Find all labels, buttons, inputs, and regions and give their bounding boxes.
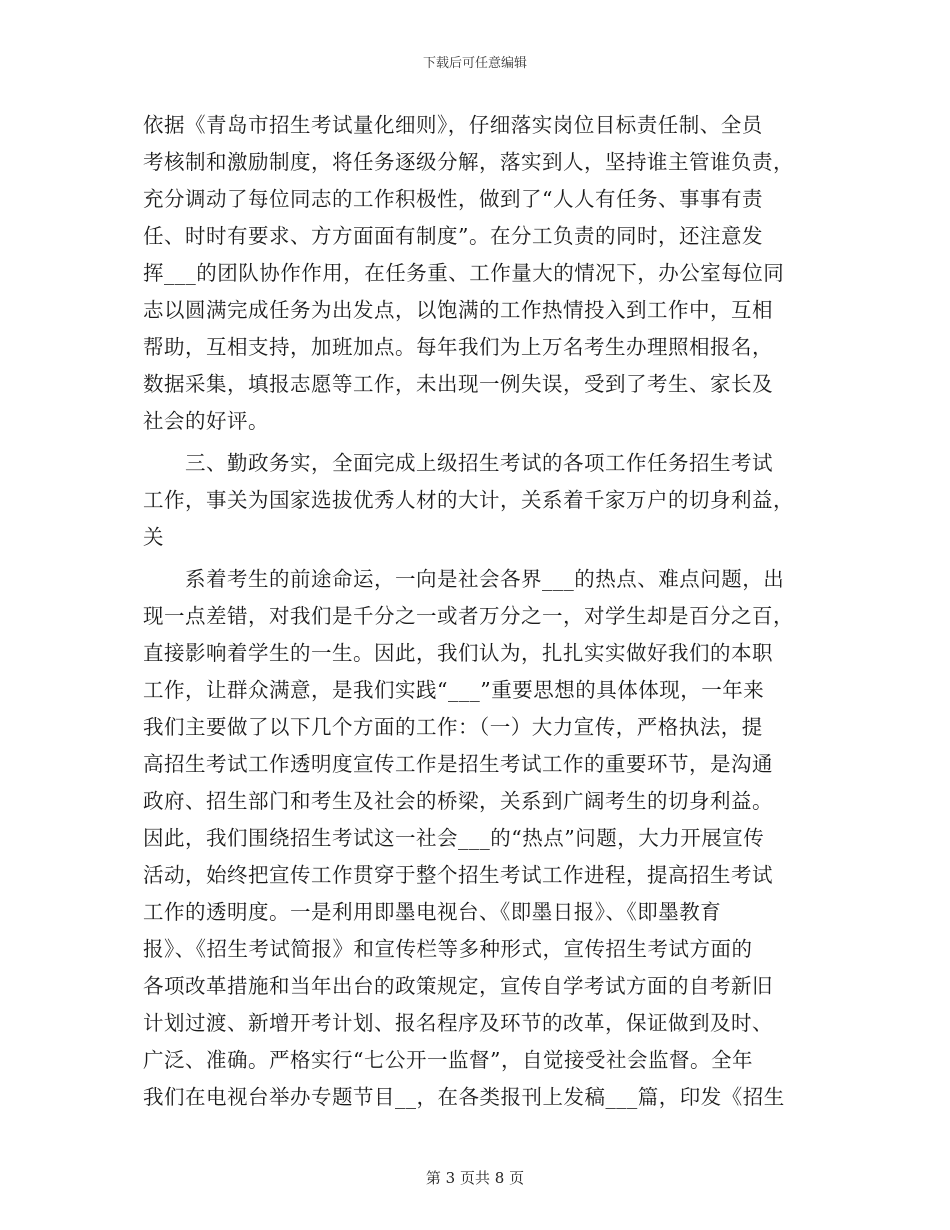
text-line: 挥___的团队协作作用，在任务重、工作量大的情况下，办公室每位同 xyxy=(143,261,785,285)
text-line: 我们在电视台举办专题节目__，在各类报刊上发稿___篇，印发《招生 xyxy=(143,1085,785,1109)
text-line: 报》、《招生考试简报》和宣传栏等多种形式，宣传招生考试方面的 xyxy=(143,937,753,961)
text-line: 关 xyxy=(143,525,164,549)
text-line: 我们主要做了以下几个方面的工作：（一）大力宣传，严格执法，提 xyxy=(143,715,763,739)
text-line: 直接影响着学生的一生。因此，我们认为，扎扎实实做好我们的本职 xyxy=(143,641,773,665)
text-line: 社会的好评。 xyxy=(143,409,269,433)
text-line: 志以圆满完成任务为出发点，以饱满的工作热情投入到工作中，互相 xyxy=(143,298,773,322)
text-line: 三、勤政务实，全面完成上级招生考试的各项工作任务招生考试 xyxy=(143,451,773,475)
text-line: 依据《青岛市招生考试量化细则》，仔细落实岗位目标责任制、全员 xyxy=(143,113,763,137)
text-line: 数据采集，填报志愿等工作，未出现一例失误，受到了考生、家长及 xyxy=(143,372,773,396)
text-line: 计划过渡、新增开考计划、报名程序及环节的改革，保证做到及时、 xyxy=(143,1011,773,1035)
text-line: 考核制和激励制度，将任务逐级分解，落实到人，坚持谁主管谁负责， xyxy=(143,150,794,174)
text-line: 因此，我们围绕招生考试这一社会___的“热点”问题，大力开展宣传 xyxy=(143,826,765,850)
text-line: 任、时时有要求、方方面面有制度”。在分工负责的同时，还注意发 xyxy=(143,224,763,248)
page-header: 下载后可任意编辑 xyxy=(422,56,527,71)
text-line: 各项改革措施和当年出台的政策规定，宣传自学考试方面的自考新旧 xyxy=(143,974,773,998)
text-line: 现一点差错，对我们是千分之一或者万分之一，对学生却是百分之百， xyxy=(143,604,794,628)
text-line: 活动，始终把宣传工作贯穿于整个招生考试工作进程，提高招生考试 xyxy=(143,863,773,887)
document-body xyxy=(143,107,808,1116)
text-line: 帮助，互相支持，加班加点。每年我们为上万名考生办理照相报名， xyxy=(143,335,773,359)
text-line: 广泛、准确。严格实行“七公开一监督”，自觉接受社会监督。全年 xyxy=(143,1048,753,1072)
text-line: 系着考生的前途命运，一向是社会各界___的热点、难点问题，出 xyxy=(143,567,785,591)
text-line: 政府、招生部门和考生及社会的桥梁，关系到广阔考生的切身利益。 xyxy=(143,789,773,813)
text-line: 工作，让群众满意，是我们实践“___”重要思想的具体体现，一年来 xyxy=(143,678,765,702)
text-line: 高招生考试工作透明度宣传工作是招生考试工作的重要环节，是沟通 xyxy=(143,752,773,776)
text-line: 工作，事关为国家选拔优秀人材的大计，关系着千家万户的切身利益， xyxy=(143,488,794,512)
page-footer: 第 3 页共 8 页 xyxy=(425,1169,525,1187)
text-line: 充分调动了每位同志的工作积极性，做到了“人人有任务、事事有责 xyxy=(143,187,763,211)
text-line: 工作的透明度。一是利用即墨电视台、《即墨日报》、《即墨教育 xyxy=(143,900,722,924)
